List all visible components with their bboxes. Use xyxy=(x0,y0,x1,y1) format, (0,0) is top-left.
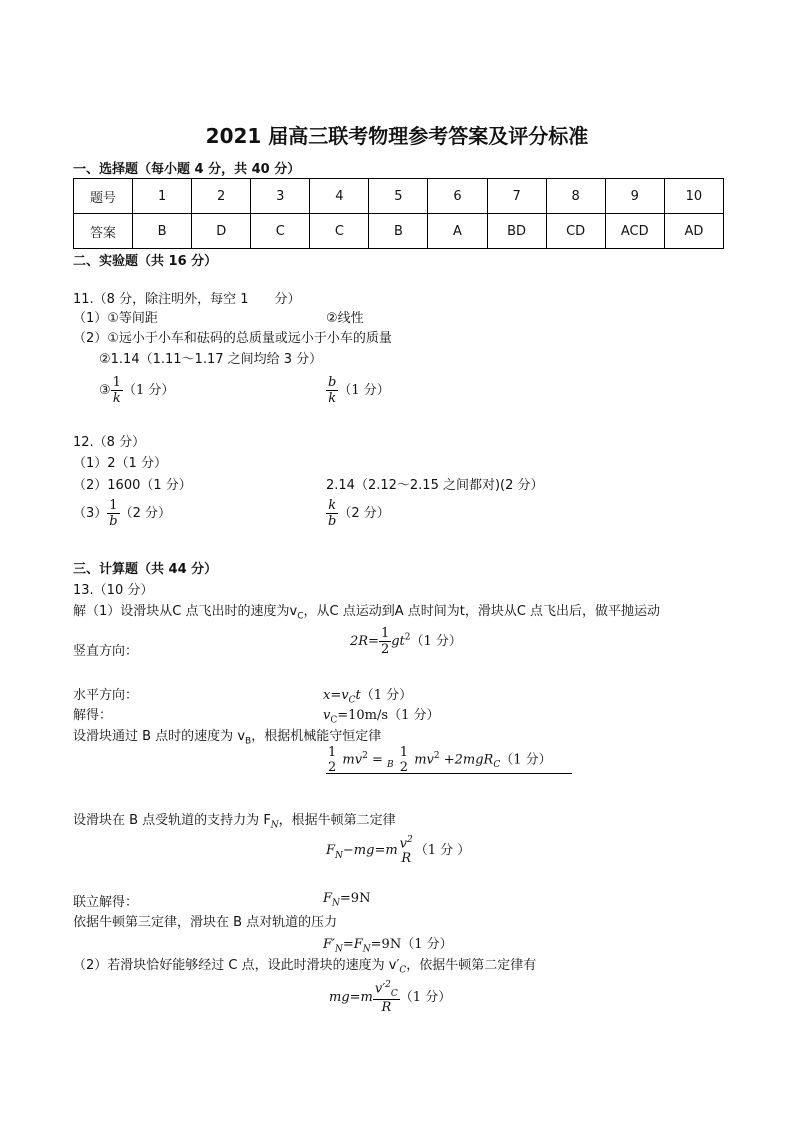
question-cell: 10 xyxy=(664,179,723,214)
answer-table xyxy=(73,178,724,249)
score: （1 分） xyxy=(410,634,462,649)
subscript: C xyxy=(330,715,338,726)
q13-header: 13.（10 分） xyxy=(73,583,154,598)
q11-part3 xyxy=(99,375,174,406)
intro-text-rest: ，从C 点运动到A 点时间为t，滑块从C 点飞出后，做平抛运动 xyxy=(303,604,661,619)
question-cell: 7 xyxy=(487,179,546,214)
section-2-heading: 二、实验题（共 16 分） xyxy=(73,254,218,269)
fraction-numerator xyxy=(373,980,400,999)
answer-cell: AD xyxy=(664,214,723,249)
row-label-question: 题号 xyxy=(74,179,133,214)
fraction-numerator: 1 xyxy=(112,375,121,390)
fraction-numerator: 1 xyxy=(399,745,409,760)
eq-text: = xyxy=(367,752,387,768)
horizontal-label: 水平方向： xyxy=(73,688,139,703)
eq-text: mg=m xyxy=(329,989,373,1005)
subscript: N xyxy=(270,820,279,831)
solve-equation xyxy=(323,704,439,726)
subscript: B xyxy=(387,760,394,771)
eq-text: x=v xyxy=(323,688,349,703)
fraction xyxy=(398,835,415,866)
subscript: N xyxy=(362,944,371,955)
fraction xyxy=(326,745,338,775)
q11-part2-a: （2）①远小于小车和砝码的总质量或远小于小车的质量 xyxy=(73,331,392,346)
fraction xyxy=(107,498,119,529)
third-law-text: 依据牛顿第三定律，滑块在 B 点对轨道的压力 xyxy=(73,915,338,930)
fraction-denominator: 2 xyxy=(399,760,409,775)
question-cell: 6 xyxy=(428,179,487,214)
fraction-denominator: R xyxy=(373,999,400,1015)
answer-cell: C xyxy=(310,214,369,249)
eq-text: F xyxy=(323,891,333,906)
pressure-equation xyxy=(323,933,453,955)
q12-line1: （1）2（1 分） xyxy=(73,456,167,471)
q12-line4 xyxy=(326,498,390,529)
answer-cell: CD xyxy=(546,214,605,249)
q11-part1-a: （1）①等间距 xyxy=(73,311,158,326)
subscript: C xyxy=(348,695,356,706)
superscript: 2 xyxy=(404,632,411,643)
question-number-row xyxy=(74,179,724,214)
fraction xyxy=(326,498,338,529)
answer-cell: B xyxy=(133,214,192,249)
fraction xyxy=(398,745,410,775)
support-text xyxy=(73,809,396,831)
eq-text: F xyxy=(326,843,336,859)
superscript: 2 xyxy=(433,751,440,762)
intro-text: 解（1）设滑块从C 点飞出时的速度为v xyxy=(73,604,298,619)
score: （1 分） xyxy=(388,708,440,723)
fraction-numerator xyxy=(398,835,415,851)
question-cell: 1 xyxy=(133,179,192,214)
superscript: 2 xyxy=(385,980,391,990)
combine-equation xyxy=(323,891,370,909)
text: 设滑块通过 B 点时的速度为 v xyxy=(73,729,246,744)
score: （1 分） xyxy=(360,688,413,703)
eq-text: =9N xyxy=(370,937,402,952)
superscript: 2 xyxy=(362,751,368,762)
energy-equation xyxy=(326,745,552,775)
eq-text: +2mgR xyxy=(439,752,494,768)
text: （2）若滑块恰好能够经过 C 点，设此时滑块的速度为 v′ xyxy=(73,958,400,973)
row-label-answer: 答案 xyxy=(74,214,133,249)
fraction-numerator: 1 xyxy=(328,745,337,760)
fraction-denominator: b xyxy=(328,514,337,529)
answer-cell: ACD xyxy=(605,214,664,249)
question-cell: 9 xyxy=(605,179,664,214)
q12-line2b: 2.14（2.12～2.15 之间都对)(2 分） xyxy=(326,478,544,493)
fraction-denominator: b xyxy=(109,514,118,529)
solve-label: 解得： xyxy=(73,708,113,723)
fraction-denominator: k xyxy=(111,390,123,406)
fraction-numerator: 1 xyxy=(380,626,390,641)
horizontal-equation xyxy=(323,684,412,706)
eq-text: gt xyxy=(391,634,405,649)
fraction-numerator: 1 xyxy=(109,498,118,513)
fraction xyxy=(111,375,123,406)
equation-rule xyxy=(326,773,572,774)
fraction xyxy=(326,375,338,406)
question-cell: 3 xyxy=(251,179,310,214)
text: 设滑块在 B 点受轨道的支持力为 F xyxy=(73,813,271,828)
subscript: N xyxy=(332,898,340,909)
score: （1 分） xyxy=(338,383,390,398)
question-cell: 8 xyxy=(546,179,605,214)
eq-text: =10m/s xyxy=(337,708,389,723)
fraction-denominator: k xyxy=(326,390,338,406)
subscript: N xyxy=(335,850,343,861)
page-title: 2021 届高三联考物理参考答案及评分标准 xyxy=(205,124,589,148)
text: ，根据牛顿第二定律 xyxy=(278,813,396,828)
newton-equation xyxy=(326,835,470,866)
subscript: C xyxy=(493,760,501,771)
answer-cell: C xyxy=(251,214,310,249)
q11-part2-b: ②1.14（1.11～1.17 之间均给 3 分） xyxy=(99,352,323,367)
vertical-equation xyxy=(350,626,462,657)
score: （2 分） xyxy=(338,506,390,521)
q12-line3 xyxy=(73,498,171,529)
q13-intro xyxy=(73,600,660,622)
eq-text: mv xyxy=(342,752,363,768)
score: （1 分） xyxy=(500,752,552,768)
combine-label: 联立解得： xyxy=(73,895,139,910)
answer-cell: A xyxy=(428,214,487,249)
score: （2 分） xyxy=(119,506,172,521)
eq-text: mv xyxy=(414,752,434,768)
fraction-denominator: 2 xyxy=(380,642,390,657)
question-cell: 2 xyxy=(192,179,251,214)
text: ，依据牛顿第二定律有 xyxy=(406,958,537,973)
superscript: 2 xyxy=(407,835,413,845)
score: （1 分） xyxy=(401,937,453,952)
answer-cell: B xyxy=(369,214,428,249)
b-point-text xyxy=(73,725,381,747)
score: （1 分 ） xyxy=(414,843,471,859)
section-3-heading: 三、计算题（共 44 分） xyxy=(73,562,218,577)
final-equation xyxy=(329,980,451,1015)
section-1-heading: 一、选择题（每小题 4 分，共 40 分） xyxy=(73,162,301,177)
subscript: N xyxy=(334,944,343,955)
eq-text: t xyxy=(355,688,361,703)
part2-text xyxy=(73,954,536,976)
fraction xyxy=(379,626,391,657)
numerator-text: v′ xyxy=(374,981,386,997)
q12-header: 12.（8 分） xyxy=(73,435,146,450)
q11-part4 xyxy=(326,375,390,406)
q12-line2: （2）1600（1 分） xyxy=(73,478,192,493)
answer-cell: D xyxy=(192,214,251,249)
eq-text: F′ xyxy=(323,937,335,952)
fraction-numerator: k xyxy=(328,498,337,513)
vertical-label: 竖直方向： xyxy=(73,644,139,659)
fraction-denominator: 2 xyxy=(328,760,337,775)
score: （1 分） xyxy=(122,383,175,398)
subscript: C xyxy=(297,611,304,622)
answer-row xyxy=(74,214,724,249)
eq-text: −mg=m xyxy=(342,843,398,859)
fraction xyxy=(373,980,400,1015)
subscript: B xyxy=(245,736,252,747)
subscript: C xyxy=(399,965,407,976)
eq-text: v xyxy=(323,708,331,723)
question-cell: 5 xyxy=(369,179,428,214)
answer-cell: BD xyxy=(487,214,546,249)
q11-part3-label: ③ xyxy=(99,383,111,398)
text: ，根据机械能守恒定律 xyxy=(251,729,382,744)
subscript: C xyxy=(390,988,398,999)
eq-text: 2R= xyxy=(350,634,379,649)
q11-part1-b: ②线性 xyxy=(326,311,364,326)
fraction-numerator: b xyxy=(328,375,337,390)
score: （1 分） xyxy=(399,989,452,1005)
question-cell: 4 xyxy=(310,179,369,214)
q11-header: 11.（8 分，除注明外，每空 1 分） xyxy=(73,292,301,307)
numerator-text: v xyxy=(399,836,408,852)
fraction-denominator: R xyxy=(401,851,412,867)
q12-line3-label: （3） xyxy=(73,506,108,521)
eq-text: =9N xyxy=(339,891,371,906)
eq-text: =F xyxy=(342,937,363,952)
